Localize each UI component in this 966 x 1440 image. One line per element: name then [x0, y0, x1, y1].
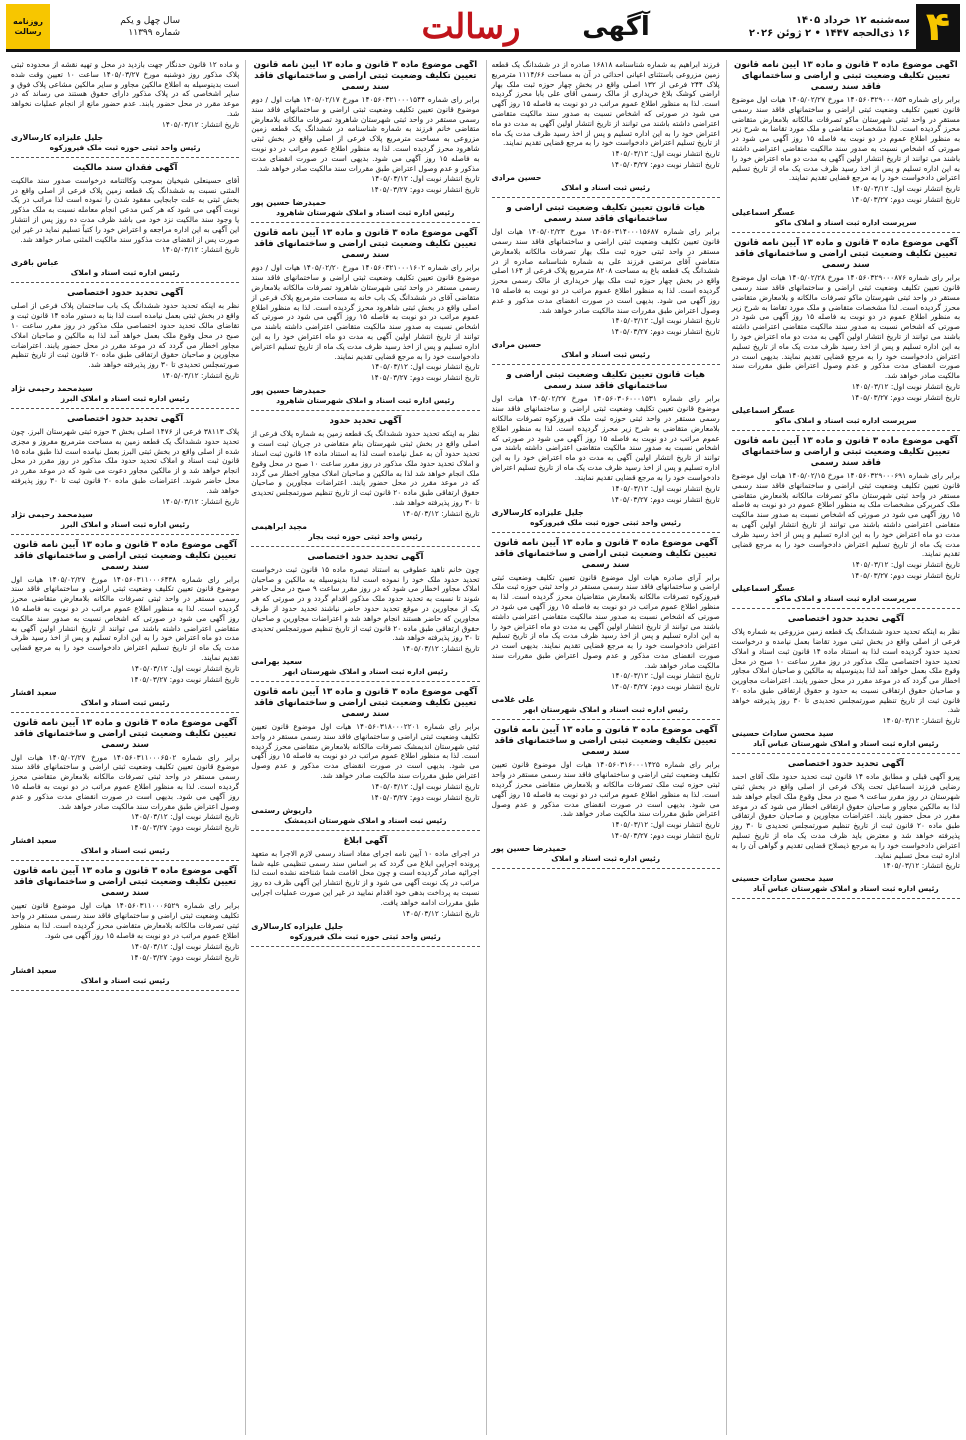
ad-title: آگهی موضوع ماده ۳ قانون و ماده ۱۳ آیین نامه قانون تعیین تکلیف وضعیت ثبتی اراضی و ساختمانهای فاقد سند رسمی: [13, 866, 237, 899]
ad-body: برابر رای شماره ۱۴۰۵۶۰۳۱۶۰۰۰۱۴۲۵ هیات اول موضوع قانون تعیین تکلیف وضعیت ثبتی اراضی و ساختمانهای فاقد سند رسمی مستقر در واحد ثبتی حوزه ثبت ملک تصرفات مالکانه و بلامعارض متقاضی محرز گردیده است. لذا به منظور اطلاع عموم مراتب در دو نوبت به فاصله ۱۵ روز آگهی می شود. بدیهی است در صورت انقضای مدت مذکور و عدم وصول اعتراض طبق مقررات سند مالکیت صادر خواهد شد.: [491, 760, 720, 819]
ad-date-first: تاریخ انتشار نوبت اول: ۱۴۰۵/۰۳/۱۲: [130, 941, 240, 951]
ad-block: [251, 416, 479, 546]
ad-signatory-title: رئیس واحد ثبتی حوزه ثبت بجار: [308, 531, 423, 541]
ad-block: [732, 238, 960, 431]
ad-signatory-name: علی غلامی: [491, 695, 535, 705]
ad-block: [11, 163, 239, 284]
ad-signatory-title: رئیس ثبت اسناد و املاک: [561, 183, 650, 193]
ad-body: فرزند ابراهیم به شماره شناسنامه ۱۶۸۱۸ صادره از در ششدانگ یک قطعه زمین مزروعی باستثنای اعیانی احداثی در آن به مساحت ۱۱۱۴/۶۶ مترمربع پلاک ۲۴۴ فرعی از ۱۳۲ اصلی واقع در بخش چهار حوزه ثبت ملک بهار اراضی کوشک بلاغ خریداری از مالک رسمی آقای علی بابا محرز گردیده است. لذا به منظور اطلاع عموم مراتب در دو نوبت به فاصله ۱۵ روز آگهی می شود در صورتی که اشخاص نسبت به صدور سند مالکیت متقاضی اعتراضی داشته باشند می توانند از تاریخ انتشار اولین آگهی به مدت دو ماه اعتراض خود را به این اداره تسلیم و پس از اخذ رسید ظرف مدت یک ماه از تاریخ تسلیم اعتراض دادخواست خود را به مرجع قضایی تقدیم نمایند.: [491, 60, 720, 148]
ad-date-first: تاریخ انتشار: ۱۴۰۵/۰۳/۱۲: [882, 861, 960, 871]
ad-date-second: تاریخ انتشار نوبت دوم: ۱۴۰۵/۰۳/۲۷: [611, 327, 720, 337]
ad-title: آگهی موضوع ماده ۳ قانون و ماده ۱۳ آیین نامه قانون تعیین تکلیف وضعیت ثبتی اراضی و ساختمانهای فاقد سند رسمی: [493, 725, 718, 758]
ad-signatory-name: جلیل علیزاده کارسالاری: [251, 921, 344, 931]
ad-block: [732, 60, 960, 233]
column-4: [6, 60, 239, 1435]
ad-date-first: تاریخ انتشار نوبت اول: ۱۴۰۵/۰۳/۱۲: [371, 781, 480, 791]
ad-date-first: تاریخ انتشار: ۱۴۰۵/۰۳/۱۲: [161, 370, 240, 380]
ad-body: برابر رای شماره ۱۴۰۵۶۰۳۱۱۰۰۰۶۵۲۹ هیات اول موضوع قانون تعیین تکلیف وضعیت ثبتی اراضی و ساختمانهای فاقد سند رسمی مستقر در واحد ثبتی تصرفات مالکانه بلامعارض متقاضی محرز گردیده است. لذا به منظور اطلاع عموم مراتب در دو نوبت به فاصله ۱۵ روز آگهی می شود.: [11, 901, 240, 940]
ad-date-second: تاریخ انتشار نوبت دوم: ۱۴۰۵/۰۳/۲۷: [130, 952, 240, 962]
ad-block: [732, 436, 960, 609]
ad-signatory-title: رئیس ثبت اسناد و املاک: [80, 846, 170, 856]
ad-signatory-name: داریوش رستمی: [251, 805, 313, 815]
ad-block: [492, 370, 720, 532]
ad-date-first: تاریخ انتشار: ۱۴۰۵/۰۳/۱۲: [161, 245, 240, 255]
issue-date: [686, 4, 916, 49]
ad-date-first: تاریخ انتشار: ۱۴۰۵/۰۳/۱۲: [882, 716, 960, 726]
ad-signatory-name: سید محسن سادات حسینی: [731, 874, 834, 884]
ad-date-first: تاریخ انتشار نوبت اول: ۱۴۰۵/۰۳/۱۲: [611, 671, 720, 681]
badge-line-2: رسالت: [14, 26, 42, 36]
ad-title: آگهی ابلاغ: [343, 835, 388, 846]
ad-body: برابر آرای صادره هیات اول موضوع قانون تعیین تکلیف وضعیت ثبتی اراضی و ساختمانهای فاقد سند رسمی مستقر در واحد ثبتی حوزه ثبت ملک فیروزکوه تصرفات مالکانه بلامعارض متقاضیان محرز گردیده است. لذا به منظور اطلاع عموم مراتب در دو نوبت به فاصله ۱۵ روز آگهی می شود در صورتی که اشخاص نسبت به صدور سند مالکیت متقاضی اعتراضی داشته باشند می توانند از تاریخ انتشار اولین آگهی به مدت دو ماه اعتراض خود را به این اداره تسلیم و پس از اخذ رسید ظرف مدت یک ماه از تاریخ تسلیم اعتراض دادخواست خود را به مرجع قضایی تقدیم نمایند. بدیهی است در صورت انقضای مدت مذکور و عدم وصول اعتراض طبق مقررات سند مالکیت صادر خواهد شد.: [491, 572, 720, 670]
ad-date-first: تاریخ انتشار: ۱۴۰۵/۰۳/۱۲: [402, 644, 480, 654]
column-1: [726, 60, 960, 1435]
ad-title: آگهی تحدید حدود اختصاصی: [787, 614, 904, 625]
ad-body: برابر رای شماره ۱۴۰۵۶۰۳۲۱۰۰۰۱۶۰۲ مورخ ۱۴۰۵/۰۲/۲۰ هیات اول / دوم موضوع قانون تعیین تکلیف وضعیت ثبتی اراضی و ساختمانهای فاقد سند رسمی مستقر در واحد ثبتی شهرستان شاهرود تصرفات مالکانه بلامعارض متقاضی آقای در ششدانگ یک باب خانه به مساحت مترمربع پلاک فرعی از اصلی واقع در بخش ثبتی شاهرود محرز گردیده است. لذا به منظور اطلاع عموم مراتب در دو نوبت به فاصله ۱۵ روز آگهی می شود در صورتی که اشخاص نسبت به صدور سند مالکیت متقاضی اعتراضی داشته باشند می توانند از تاریخ انتشار اولین آگهی به مدت دو ماه اعتراض خود را به این اداره تسلیم و پس از اخذ رسید ظرف مدت یک ماه از تاریخ تسلیم اعتراض دادخواست خود را به مرجع قضایی تقدیم نمایند.: [251, 263, 480, 361]
ad-signatory-title: رئیس اداره ثبت اسناد و املاک شهرستان عباس آباد: [753, 884, 939, 894]
ad-title: آگهی فقدان سند مالکیت: [72, 162, 178, 173]
ad-block: [732, 614, 960, 754]
ad-body: برابر رای شماره ۱۴۰۵۶۰۳۱۱۰۰۰۶۵۰۲ مورخ ۱۴۰۵/۰۲/۲۷ هیات اول موضوع قانون تعیین تکلیف وضعیت ثبتی اراضی و ساختمانهای فاقد سند رسمی مستقر در واحد ثبتی تصرفات مالکانه بلامعارض متقاضی محرز گردیده است. لذا به منظور اطلاع عموم مراتب در دو نوبت به فاصله ۱۵ روز آگهی می شود. بدیهی است در صورت انقضای مدت مذکور و عدم وصول اعتراض طبق مقررات سند مالکیت صادر خواهد شد.: [11, 752, 240, 811]
ad-title: آگهی موضوع ماده ۳ قانون و ماده ۱۳ آیین نامه قانون تعیین تکلیف وضعیت ثبتی اراضی و ساختمانهای فاقد سند رسمی: [253, 228, 478, 261]
ad-signatory-title: رئیس واحد ثبتی حوزه ثبت ملک فیروزکوه: [289, 931, 441, 941]
ad-signatory-name: عسگر اسماعیلی: [731, 405, 796, 415]
ad-title: آگهی تحدید حدود اختصاصی: [787, 759, 904, 770]
ad-signatory-title: رئیس اداره ثبت اسناد و املاک البرز: [60, 393, 190, 403]
ad-date-first: تاریخ انتشار نوبت اول: ۱۴۰۵/۰۳/۱۲: [851, 381, 960, 391]
ad-signatory-title: رئیس ثبت اسناد و املاک: [80, 697, 170, 707]
ad-signatory-title: رئیس اداره ثبت اسناد و املاک: [551, 854, 660, 864]
ad-signatory-title: رئیس ثبت اسناد و املاک: [80, 975, 170, 985]
ad-block: [11, 540, 239, 713]
ad-date-second: تاریخ انتشار نوبت دوم: ۱۴۰۵/۰۳/۲۷: [130, 674, 240, 684]
ad-date-second: تاریخ انتشار نوبت دوم: ۱۴۰۵/۰۳/۲۷: [611, 160, 720, 170]
ad-signatory-title: رئیس اداره ثبت اسناد و املاک شهرستان ابهر: [523, 705, 688, 715]
ad-signatory-name: سیدمحمد رحیمی نژاد: [11, 509, 93, 519]
ad-date-second: تاریخ انتشار نوبت دوم: ۱۴۰۵/۰۳/۲۷: [611, 682, 720, 692]
ad-signatory-title: رئیس واحد ثبتی حوزه ثبت ملک فیروزکوه: [530, 517, 682, 527]
ad-block: [11, 60, 239, 158]
ad-date-first: تاریخ انتشار نوبت اول: ۱۴۰۵/۰۳/۱۲: [130, 812, 240, 822]
ad-date-second: تاریخ انتشار نوبت دوم: ۱۴۰۵/۰۳/۲۷: [130, 823, 240, 833]
column-3: [245, 60, 479, 1435]
ad-body: برابر رای شماره ۱۴۰۵۶۰۳۱۴۰۰۰۱۵۶۸۷ مورخ ۱۴۰۵/۰۲/۲۳ هیات اول قانون تعیین تکلیف وضعیت ثبتی اراضی و ساختمانهای فاقد سند رسمی مستقر در واحد ثبتی حوزه ثبت ملک بهار تصرفات مالکانه بلامعارض متقاضی آقای مرتضی فرزند علی به شماره شناسنامه صادره از در ششدانگ یک قطعه باغ به مساحت ۸۲۰۸ مترمربع پلاک فرعی از ۱۶۴ اصلی واقع در بخش چهار حوزه ثبت ملک بهار خریداری از مالک رسمی محرز گردیده است. لذا به منظور اطلاع عموم مراتب در دو نوبت به فاصله ۱۵ روز آگهی می شود. بدیهی است در صورت انقضای مدت مذکور و عدم وصول اعتراض طبق مقررات سند مالکیت صادر خواهد شد.: [491, 227, 720, 315]
ad-block: [11, 414, 239, 535]
ad-signatory-name: حسین مرادی: [491, 173, 542, 183]
ad-title: آگهی موضوع ماده ۳ قانون و ماده ۱۳ آیین نامه قانون تعیین تکلیف وضعیت ثبتی و اراضی و ساختمانهای فاقد سند رسمی: [734, 435, 958, 468]
ad-signatory-name: سعید افشار: [11, 965, 57, 975]
ad-signatory-title: رئیس اداره ثبت اسناد و املاک شهرستان شاهرود: [276, 396, 455, 406]
ad-signatory-title: سرپرست اداره ثبت اسناد و املاک ماکو: [775, 415, 917, 425]
ad-block: [251, 60, 479, 223]
ad-date-second: تاریخ انتشار نوبت دوم: ۱۴۰۵/۰۳/۲۷: [611, 831, 720, 841]
ad-block: [11, 866, 239, 990]
ad-body: برابر رای شماره ۱۴۰۵۶۰۳۲۹۰۰۰۶۹۱ مورخ ۱۴۰۵/۰۲/۱۵ هیات اول موضوع قانون تعیین تکلیف وضعیت ثبتی اراضی و ساختمانهای فاقد سند رسمی مستقر در واحد ثبتی شهرستان ماکو تصرفات مالکانه بلامعارض متقاضی ملک کمربرکی مشخصات ملک به منظور اطلاع عموم در دو نوبت به فاصله ۱۵ روز آگهی می شود در صورتی که اشخاص نسبت به صدور سند مالکیت متقاضی اعتراضی داشته باشند می توانند از تاریخ انتشار اولین آگهی به مدت دو ماه اعتراض خود را به این اداره تسلیم و پس از اخذ رسید ظرف مدت یک ماه از تاریخ تسلیم اعتراض دادخواست خود را به مرجع قضایی تقدیم نمایند.: [731, 470, 960, 559]
ad-date-first: تاریخ انتشار: ۱۴۰۵/۰۳/۱۲: [402, 508, 480, 518]
ad-date-first: تاریخ انتشار نوبت اول: ۱۴۰۵/۰۳/۱۲: [611, 820, 720, 830]
ad-body: نظر به اینکه تحدید حدود ششدانگ یک باب ساختمان پلاک فرعی از اصلی واقع در بخش ثبتی بعمل نیامده است لذا بنا به دستور ماده ۱۴ قانون ثبت و تقاضای مالک تحدید حدود اختصاصی ملک مذکور در روز مقرر ساعت ۱۰ صبح در محل وقوع ملک بعمل خواهد آمد لذا به مالکین و صاحبان املاک مجاور اخطار می گردد که در موعد مقرر در محل حضور یابند. اعتراضات مجاورین و صاحبان حقوق ارتفاقی طبق ماده ۲۰ قانون ثبت از تاریخ تنظیم صورتمجلس تحدیدی تا ۳۰ روز پذیرفته خواهد شد.: [11, 301, 240, 370]
ad-signatory-name: حمیدرضا حسین پور: [491, 844, 567, 854]
ad-columns: [6, 60, 960, 1435]
ad-title: هیات قانون تعیین تکلیف وضعیت ثبتی اراضی و ساختمانهای فاقد سند رسمی: [506, 370, 705, 392]
ad-date-first: تاریخ انتشار نوبت اول: ۱۴۰۵/۰۳/۱۲: [851, 184, 960, 194]
ad-body: برابر رای شماره ۱۴۰۵۶۰۳۲۹۰۰۰۸۵۳ مورخ ۱۴۰۵/۰۲/۲۷ هیات اول موضوع قانون تعیین تکلیف وضعیت ثبتی اراضی و ساختمانهای فاقد سند رسمی مستقر در واحد ثبتی شهرستان ماکو تصرفات مالکانه بلامعارض متقاضی محرز گردیده است. لذا مشخصات متقاضی و ملک مورد تقاضا به شرح زیر به منظور اطلاع عموم در دو نوبت به فاصله ۱۵ روز آگهی می شود در صورتی که اشخاص نسبت به صدور سند مالکیت متقاضی اعتراضی داشته باشند می توانند از تاریخ انتشار اولین آگهی به مدت دو ماه اعتراض خود را به این اداره تسلیم و پس از اخذ رسید ظرف مدت یک ماه از تاریخ تسلیم اعتراض دادخواست خود را به مرجع قضایی تقدیم نمایند.: [731, 95, 960, 183]
issue-meta: [50, 4, 180, 49]
ad-date-first: تاریخ انتشار نوبت اول: ۱۴۰۵/۰۳/۱۲: [130, 663, 240, 673]
ad-block: [11, 288, 239, 409]
ad-title: آگهی تحدید حدود اختصاصی: [67, 288, 184, 299]
ad-signatory-title: سرپرست اداره ثبت اسناد و املاک ماکو: [775, 218, 917, 228]
ad-signatory-name: عسگر اسماعیلی: [731, 208, 796, 218]
ad-date-first: تاریخ انتشار نوبت اول: ۱۴۰۵/۰۳/۱۲: [611, 149, 720, 159]
ad-date-second: تاریخ انتشار نوبت دوم: ۱۴۰۵/۰۳/۲۷: [370, 373, 480, 383]
newspaper-logo: [396, 4, 546, 49]
ad-signatory-name: سعید بهرامی: [251, 657, 303, 667]
ad-signatory-name: مجید ابراهیمی: [251, 521, 307, 531]
ad-date-first: تاریخ انتشار نوبت اول: ۱۴۰۵/۰۳/۱۲: [371, 174, 480, 184]
ad-date-second: تاریخ انتشار نوبت دوم: ۱۴۰۵/۰۳/۲۷: [611, 494, 720, 504]
ad-title: آگهی موضوع ماده ۳ قانون و ماده ۱۳ آیین نامه قانون تعیین تکلیف وضعیت ثبتی اراضی و ساختمانهای فاقد سند رسمی: [253, 60, 478, 92]
ad-title: آگهی موضوع ماده ۳ قانون و ماده ۱۳ آیین نامه قانون تعیین تکلیف وضعیت ثبتی اراضی و ساختمانهای فاقد سند رسمی: [13, 717, 237, 750]
ad-block: [732, 759, 960, 899]
ad-body: برابر رای شماره ۱۴۰۵۶۰۳۲۱۰۰۰۱۵۴۴ مورخ ۱۴۰۵/۰۲/۱۷ هیات اول / دوم موضوع قانون تعیین تکلیف وضعیت ثبتی اراضی و ساختمانهای فاقد سند رسمی مستقر در واحد ثبتی شهرستان شاهرود تصرفات مالکانه بلامعارض متقاضی خانم فرزند به شماره شناسنامه در ششدانگ یک قطعه زمین مزروعی به مساحت مترمربع پلاک فرعی از اصلی واقع در بخش ثبتی شاهرود محرز گردیده است. لذا به منظور اطلاع عموم مراتب در دو نوبت به فاصله ۱۵ روز آگهی می شود. بدیهی است در صورت انقضای مدت مذکور و عدم وصول اعتراض طبق مقررات سند مالکیت صادر خواهد شد.: [251, 95, 480, 173]
ad-block: [492, 60, 720, 198]
ad-date-first: تاریخ انتشار نوبت اول: ۱۴۰۵/۰۳/۱۲: [851, 560, 960, 570]
ad-signatory-name: سعید افشار: [11, 836, 57, 846]
ad-signatory-title: سرپرست اداره ثبت اسناد و املاک ماکو: [775, 594, 917, 604]
logo-text: رسالت: [421, 6, 521, 47]
ad-body: برابر رای شماره ۱۴۰۵۶۰۳۱۱۰۰۰۶۴۳۸ مورخ ۱۴۰۵/۰۲/۲۷ هیات اول موضوع قانون تعیین تکلیف وضعیت ثبتی اراضی و ساختمانهای فاقد سند رسمی مستقر در واحد ثبتی تصرفات مالکانه بلامعارض متقاضی محرز گردیده است. لذا به منظور اطلاع عموم مراتب در دو نوبت به فاصله ۱۵ روز آگهی می شود در صورتی که اشخاص نسبت به صدور سند مالکیت متقاضی اعتراضی داشته باشند می توانند از تاریخ انتشار اولین آگهی به مدت دو ماه اعتراض خود را به این اداره تسلیم و پس از اخذ رسید ظرف مدت یک ماه از تاریخ تسلیم اعتراض دادخواست خود را به مرجع قضایی تقدیم نمایند.: [11, 574, 240, 662]
ad-body: برابر رای شماره ۱۴۰۵۶۰۳۰۶۰۰۰۱۵۳۱ مورخ ۱۴۰۵/۰۲/۲۷ هیات اول موضوع قانون تعیین تکلیف وضعیت ثبتی اراضی و ساختمانهای فاقد سند رسمی مستقر در واحد ثبتی حوزه ثبت ملک فیروزکوه تصرفات مالکانه بلامعارض متقاضی به شرح زیر محرز گردیده است. لذا به منظور اطلاع عموم مراتب در دو نوبت به فاصله ۱۵ روز آگهی می شود در صورتی که اشخاص نسبت به صدور سند مالکیت متقاضی اعتراضی داشته باشند می توانند از تاریخ انتشار اولین آگهی به مدت دو ماه اعتراض خود را به این اداره تسلیم و پس از اخذ رسید ظرف مدت یک ماه از تاریخ تسلیم اعتراض دادخواست خود را به مرجع قضایی تقدیم نمایند.: [491, 394, 720, 482]
ad-body: برابر رای شماره ۱۴۰۵۶۰۳۲۹۰۰۰۸۷۶ مورخ ۱۴۰۵/۰۲/۲۸ هیات اول موضوع قانون تعیین تکلیف وضعیت ثبتی اراضی و ساختمانهای فاقد سند رسمی مستقر در واحد ثبتی شهرستان ماکو تصرفات مالکانه و بلامعارض متقاضی محرز گردیده است. لذا مشخصات متقاضی و ملک مورد تقاضا به شرح زیر به منظور اطلاع عموم در دو نوبت به فاصله ۱۵ روز آگهی می شود در صورتی که اشخاص نسبت به صدور سند مالکیت متقاضی اعتراضی داشته باشند می توانند از تاریخ انتشار اولین آگهی به مدت دو ماه اعتراض خود را به این اداره تسلیم و پس از اخذ رسید ظرف مدت یک ماه از تاریخ تسلیم اعتراض دادخواست خود را به مرجع قضایی تقدیم نمایند. بدیهی است در صورت انقضای مدت مذکور و عدم وصول اعتراض طبق مقررات سند مالکیت صادر خواهد شد.: [731, 273, 960, 381]
ad-block: [251, 228, 479, 411]
ad-date-second: تاریخ انتشار نوبت دوم: ۱۴۰۵/۰۳/۲۷: [851, 571, 960, 581]
ad-signatory-name: عباس باقری: [11, 258, 59, 268]
ad-title: آگهی موضوع ماده ۳ قانون و ماده ۱۳ آیین نامه قانون تعیین تکلیف وضعیت ثبتی اراضی و ساختمانهای فاقد سند رسمی: [493, 537, 718, 570]
ad-signatory-name: عسگر اسماعیلی: [731, 584, 796, 594]
ad-signatory-title: رئیس ثبت اسناد و املاک شهرستان اندیمشک: [284, 815, 447, 825]
ad-date-first: تاریخ انتشار: ۱۴۰۵/۰۳/۱۲: [161, 119, 240, 129]
ad-signatory-name: جلیل علیزاده کارسالاری: [11, 132, 104, 142]
ad-date-first: تاریخ انتشار: ۱۴۰۵/۰۳/۱۲: [402, 908, 480, 918]
ad-body: پیرو آگهی قبلی و مطابق ماده ۱۴ قانون ثبت تحدید حدود ملک آقای احمد رضایی فرزند اسماعیل تحت پلاک فرعی از اصلی واقع در بخش ثبتی شهرستان در روز مقرر ساعت ۹ صبح در محل وقوع ملک انجام خواهد شد لذا به مالکین مجاور و صاحبان حقوق ارتفاقی اخطار می شود که در موعد مقرر در محل حضور یابند. اعتراضات مجاورین و صاحبان حقوق ارتفاقی طبق ماده ۲۰ قانون ثبت از تاریخ تنظیم صورتمجلس تحدیدی تا ۳۰ روز پذیرفته خواهد شد و معترض باید ظرف مدت یک ماه از تاریخ تسلیم اعتراض دادخواست خود را به مرجع ذیصلاح قضایی تقدیم و گواهی آن را به اداره ثبت محل تسلیم نماید.: [731, 772, 960, 860]
ad-signatory-name: سید محسن سادات حسینی: [731, 729, 834, 739]
ad-date-second: تاریخ انتشار نوبت دوم: ۱۴۰۵/۰۳/۲۷: [370, 792, 480, 802]
ad-block: [251, 552, 479, 682]
ad-block: [251, 836, 479, 947]
ad-body: چون خانم ناهید عطوفی به استناد تبصره ماده ۱۵ قانون ثبت درخواست تحدید حدود ملک خود را نموده است لذا بدینوسیله به مالکین و صاحبان املاک مجاور اخطار می شود که در روز مقرر ساعت ۹ صبح در محل حاضر شوند تا نسبت به تحدید حدود ملک مذکور اقدام گردد و در صورتی که هر یک از مجاورین در موقع تحدید حدود حاضر نباشند تحدید حدود از طرف مجاورین که حاضر هستند انجام خواهد شد و اعتراضات مجاورین و صاحبان حقوق ارتفاقی طبق ماده ۲۰ قانون ثبت از تاریخ تنظیم صورتمجلس تحدیدی تا ۳۰ روز پذیرفته خواهد شد.: [251, 564, 480, 643]
ad-title: آگهی موضوع ماده ۳ قانون و ماده ۱۳ آیین نامه قانون تعیین تکلیف وضعیت ثبتی اراضی و ساختمانهای فاقد سند رسمی: [13, 539, 237, 572]
ad-signatory-name: جلیل علیزاده کارسالاری: [491, 507, 584, 517]
brand-badge: [6, 4, 50, 49]
ad-body: آقای حسینعلی شیخیان بموجب وکالتنامه درخواست صدور سند مالکیت المثنی نسبت به ششدانگ یک قطعه زمین پلاک فرعی از اصلی واقع در بخش ثبتی به علت جابجایی مفقود شدن را نموده است لذا مراتب در یک نوبت آگهی می شود که هر کس مدعی انجام معامله نسبت به ملک مذکور یا وجود سند مالکیت نزد خود می باشد ظرف مدت ده روز پس از انتشار این آگهی به این اداره مراجعه و اعتراض خود را کتباً تسلیم نماید در غیر این صورت پس از انقضای مدت مذکور سند مالکیت المثنی صادر خواهد شد.: [11, 175, 240, 244]
ad-block: [251, 687, 479, 831]
ad-signatory-title: رئیس اداره ثبت اسناد و املاک شهرستان ابهر: [282, 667, 448, 677]
section-label: آگهی: [582, 11, 650, 42]
ad-date-second: تاریخ انتشار نوبت دوم: ۱۴۰۵/۰۳/۲۷: [851, 195, 960, 205]
ad-body: نظر به اینکه تحدید حدود ششدانگ یک قطعه زمین مزروعی به شماره پلاک فرعی از اصلی واقع در بخش ثبتی مورد تقاضا بعمل نیامده و درخواست تحدید حدود گردیده است لذا به استناد ماده ۱۴ قانون ثبت اسناد و املاک تحدید حدود اختصاصی ملک مذکور در روز مقرر ساعت ۱۰ صبح در محل وقوع ملک بعمل خواهد آمد لذا بدینوسیله به مالکین و صاحبان املاک مجاور اخطار می گردد که در موعد مقرر در محل حضور یابند. اعتراضات مجاورین و صاحبان حقوق ارتفاقی نسبت به حدود و حقوق ارتفاقی طبق ماده ۲۰ قانون ثبت از تاریخ تنظیم صورتمجلس تحدیدی تا ۳۰ روز پذیرفته خواهد شد.: [731, 627, 960, 715]
ad-block: [492, 203, 720, 365]
ad-signatory-name: حمیدرضا حسین پور: [251, 386, 327, 396]
ad-signatory-title: رئیس واحد ثبتی حوزه ثبت ملک فیروزکوه: [49, 142, 201, 152]
section-title: [546, 4, 686, 49]
ad-date-second: تاریخ انتشار نوبت دوم: ۱۴۰۵/۰۳/۲۷: [851, 392, 960, 402]
date-persian: سه‌شنبه ۱۲ خرداد ۱۴۰۵: [795, 14, 910, 26]
ad-signatory-name: حمیدرضا حسین پور: [251, 198, 327, 208]
page-header: [6, 4, 960, 52]
ad-title: آگهی تحدید حدود: [329, 416, 402, 427]
date-other: ۱۶ ذی‌الحجه ۱۴۴۷ • ۲ ژوئن ۲۰۲۶: [748, 27, 910, 39]
ad-block: [492, 538, 720, 721]
ad-date-first: تاریخ انتشار نوبت اول: ۱۴۰۵/۰۳/۱۲: [611, 316, 720, 326]
issue-number: شماره ۱۱۳۹۹: [128, 27, 180, 38]
ad-date-first: تاریخ انتشار نوبت اول: ۱۴۰۵/۰۳/۱۲: [371, 362, 480, 372]
ad-signatory-title: رئیس اداره ثبت اسناد و املاک شهرستان عباس آباد: [753, 739, 939, 749]
ad-signatory-title: رئیس اداره ثبت اسناد و املاک: [70, 268, 180, 278]
ad-date-second: تاریخ انتشار نوبت دوم: ۱۴۰۵/۰۳/۲۷: [370, 185, 480, 195]
ad-signatory-title: رئیس اداره ثبت اسناد و املاک البرز: [60, 519, 190, 529]
ad-date-first: تاریخ انتشار نوبت اول: ۱۴۰۵/۰۳/۱۲: [611, 483, 720, 493]
ad-signatory-name: حسین مرادی: [491, 340, 542, 350]
ad-title: آگهی موضوع ماده ۳ قانون و ماده ۱۳ آیین نامه قانون تعیین تکلیف وضعیت ثبتی اراضی و ساختمانهای فاقد سند رسمی: [734, 238, 958, 271]
ad-signatory-name: سعید افشار: [11, 687, 57, 697]
ad-body: و ماده ۱۲ قانون حدنگار جهت بازدید در محل و تهیه نقشه از محدوده ثبتی پلاک مذکور روز دوشنبه مورخ ۱۴۰۵/۰۳/۲۷ ساعت ۱۰ تعیین وقت شده است بدینوسیله به اطلاع مالکین مجاور و سایر مالکین مشاعی پلاک فوق و سایر اشخاصی که در پلاک مذکور دارای حقوق هستند می رساند که در موعد مقرر در محل حضور یابند. عدم حضور مانع از انجام عملیات نخواهد شد.: [11, 60, 240, 118]
ad-block: [492, 725, 720, 869]
ad-body: پلاک ۳۸۱۱۳ فرعی از ۱۴۷۶ اصلی بخش ۳ حوزه ثبتی شهرستان البرز. چون تحدید حدود ششدانگ یک قطعه زمین به مساحت مترمربع مفروز و مجزی شده از اصلی واقع در بخش ثبتی البرز بعمل نیامده است لذا طبق ماده ۱۵ قانون ثبت اسناد و املاک تحدید حدود ملک مذکور در روز مقرر در محل انجام خواهد شد و از مالکین مجاور دعوت می شود که در موعد مقرر در محل حاضر شوند. اعتراضات طبق ماده ۲۰ قانون ثبت تا ۳۰ روز پذیرفته خواهد شد.: [11, 426, 240, 495]
ad-block: [11, 718, 239, 862]
volume-year: سال چهل و یکم: [120, 15, 180, 26]
ad-title: آگهی تحدید حدود اختصاصی: [307, 551, 424, 562]
badge-line-1: روزنامه: [13, 16, 43, 26]
ad-signatory-title: رئیس اداره ثبت اسناد و املاک شهرستان شاهرود: [276, 208, 455, 218]
ad-signatory-title: رئیس ثبت اسناد و املاک: [561, 350, 650, 360]
column-2: [486, 60, 720, 1435]
ad-title: هیات قانون تعیین تکلیف وضعیت ثبتی اراضی و ساختمانهای فاقد سند رسمی: [506, 203, 705, 225]
ad-signatory-name: سیدمحمد رحیمی نژاد: [11, 383, 93, 393]
header-spacer: [180, 4, 396, 49]
ad-body: در اجرای ماده ۱۰ آیین نامه اجرای مفاد اسناد رسمی لازم الاجرا به متعهد پرونده اجرایی ابلاغ می گردد که بر اساس سند رسمی تنظیمی علیه شما اجرائیه صادر گردیده است و چون محل اقامت شما شناخته نشده است لذا مراتب در یک نوبت آگهی می شود و از تاریخ انتشار این آگهی ظرف ده روز نسبت به پرداخت بدهی خود اقدام نمایید در غیر این صورت عملیات اجرایی طبق مقررات ادامه خواهد یافت.: [251, 848, 480, 907]
ad-title: آگهی موضوع ماده ۳ قانون و ماده ۱۳ آیین نامه قانون تعیین تکلیف وضعیت ثبتی اراضی و ساختمانهای فاقد سند رسمی: [253, 687, 478, 720]
ad-body: برابر رای شماره ۱۴۰۵۶۰۳۱۸۰۰۰۲۲۰۱ هیات اول موضوع قانون تعیین تکلیف وضعیت ثبتی اراضی و ساختمانهای فاقد سند رسمی مستقر در واحد ثبتی شهرستان اندیمشک تصرفات مالکانه بلامعارض متقاضی محرز گردیده است. لذا به منظور اطلاع عموم مراتب در دو نوبت به فاصله ۱۵ روز آگهی می شود. بدیهی است در صورت انقضای مدت مذکور و عدم وصول اعتراض طبق مقررات سند مالکیت صادر خواهد شد.: [251, 722, 480, 781]
ad-title: آگهی موضوع ماده ۳ قانون و ماده ۱۳ آیین نامه قانون تعیین تکلیف وضعیت ثبتی و اراضی و ساختمانهای فاقد سند رسمی: [734, 60, 958, 92]
ad-body: نظر به اینکه تحدید حدود ششدانگ یک قطعه زمین به شماره پلاک فرعی از اصلی واقع در بخش ثبتی شهرستان بنام متقاضی در جریان ثبت است و تحدید حدود آن به عمل نیامده است لذا به استناد ماده ۱۴ قانون ثبت اسناد و املاک تحدید حدود ملک مذکور در روز مقرر ساعت ۱۰ صبح در محل وقوع ملک انجام خواهد شد لذا به مالکین و صاحبان املاک مجاور اخطار می گردد که در موعد مقرر در محل حضور یابند. اعتراضات مجاورین و صاحبان حقوق ارتفاقی طبق ماده ۲۰ قانون ثبت از تاریخ تنظیم صورتمجلس تحدیدی تا ۳۰ روز پذیرفته خواهد شد.: [251, 429, 480, 507]
page-number: ۴: [916, 4, 960, 49]
ad-title: آگهی تحدید حدود اختصاصی: [67, 413, 184, 424]
ad-date-first: تاریخ انتشار: ۱۴۰۵/۰۳/۱۲: [161, 496, 240, 506]
